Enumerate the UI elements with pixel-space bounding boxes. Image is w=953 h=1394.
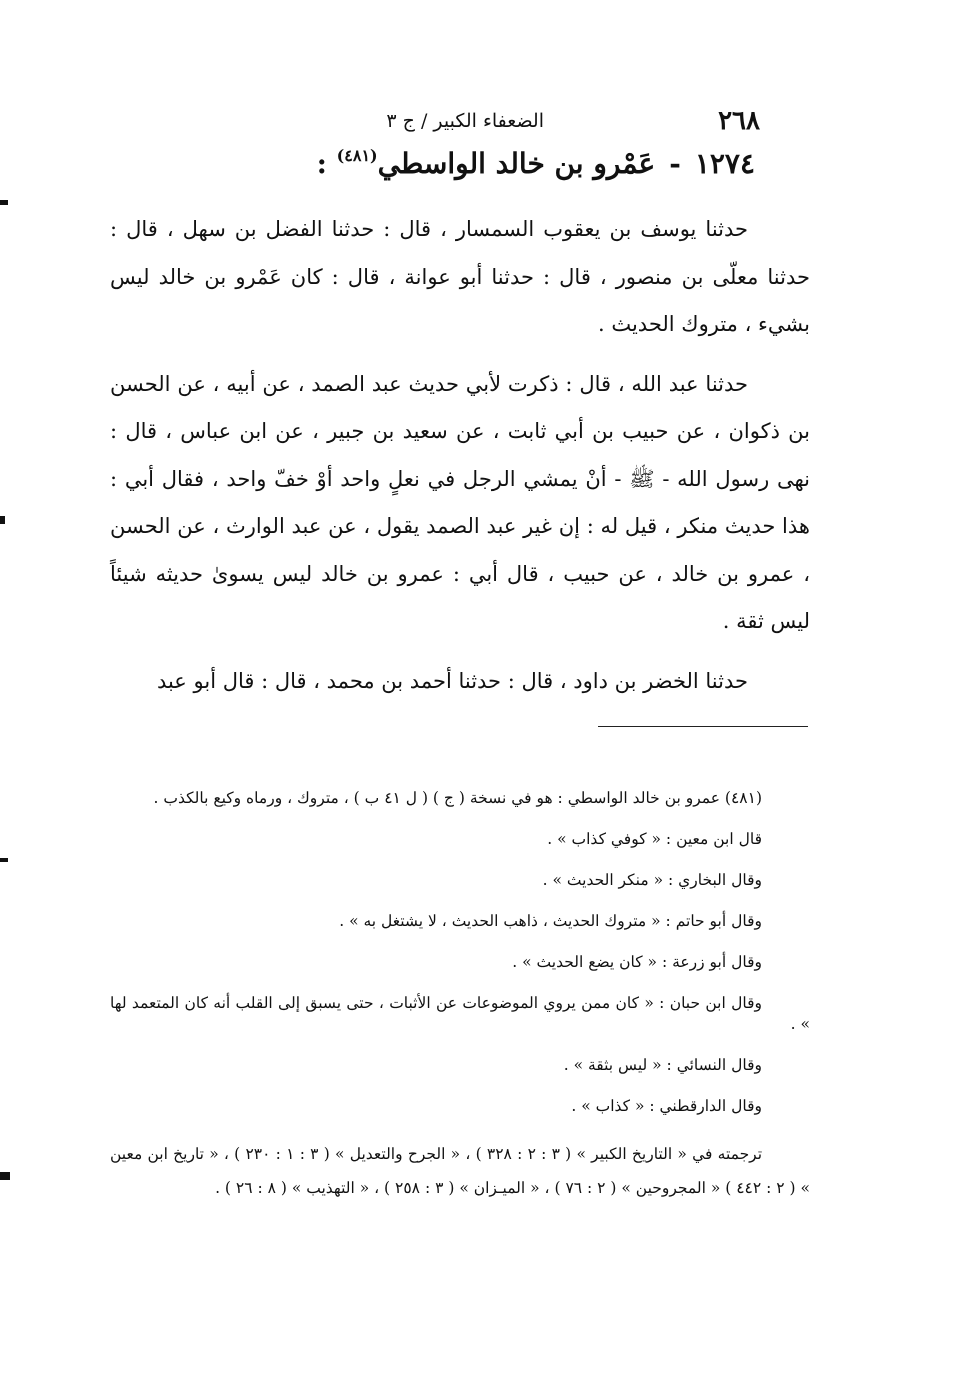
entry-dash: - xyxy=(669,147,681,180)
footnote-line: ترجمته في « التاريخ الكبير » ( ٣ : ٢ : ٣٢٨ ) ، « الجرح والتعديل » ( ٣ : ١ : ٢٣٠ ) ، « تاريخ ابن معين » ( ٢ : ٤٤٢ ) « المجروحين » ( ٢ : ٧٦ ) ، « الميـزان » ( ٣ : ٢٥٨ ) ، « التهذيب » ( ٨ : ٢٦ ) . xyxy=(110,1145,810,1197)
scan-edge-mark xyxy=(0,1172,10,1180)
entry-colon: : xyxy=(316,147,327,180)
scan-edge-mark xyxy=(0,200,8,205)
footnotes xyxy=(110,788,810,1225)
footnote-line: وقال الدارقطني : « كذاب » . xyxy=(571,1097,762,1115)
scan-edge-mark xyxy=(0,858,8,862)
entry-heading xyxy=(317,146,755,180)
footnote-line: وقال النسائي : « ليس بثقة » . xyxy=(563,1056,762,1074)
footnote-line: (٤٨١) عمرو بن خالد الواسطي : هو في نسخة ( ج ) ( ل ٤١ ب ) ، متروك ، ورماه وكيع بالكذب . xyxy=(153,789,762,807)
entry-number: ١٢٧٤ xyxy=(694,147,755,180)
book-title: الضعفاء الكبير / ج ٣ xyxy=(386,110,544,132)
entry-name: عَمْرو بن خالد الواسطي xyxy=(377,147,656,180)
footnote-line: قال ابن معين : « كوفي كذاب » . xyxy=(547,830,762,848)
paragraph: حدثنا الخضر بن داود ، قال : حدثنا أحمد بن محمد ، قال : قال أبو عبد xyxy=(156,668,748,693)
footnote-line: وقال البخاري : « منكر الحديث » . xyxy=(542,871,762,889)
footnote-line: وقال أبو زرعة : « كان يضع الحديث » . xyxy=(512,953,762,971)
paragraph: حدثنا يوسف بن يعقوب السمسار ، قال : حدثنا الفضل بن سهل ، قال : حدثنا معلّى بن منصور ، قال : حدثنا أبو عوانة ، قال : كان عَمْرو بن خالد ليس بشيء ، متروك الحديث . xyxy=(110,217,810,336)
main-text xyxy=(110,206,810,717)
footnote-line: وقال ابن حبان : « كان ممن يروي الموضوعات عن الأثبات ، حتى يسبق إلى القلب أنه كان المتعمد لها » . xyxy=(110,994,810,1033)
footnote-line: وقال أبو حاتم : « متروك الحديث ، ذاهب الحديث ، لا يشتغل به » . xyxy=(339,912,762,930)
running-head xyxy=(110,106,760,142)
page-number: ٢٦٨ xyxy=(718,106,760,136)
paragraph: حدثنا عبد الله ، قال : ذكرت لأبي حديث عبد الصمد ، عن أبيه ، عن الحسن بن ذكوان ، عن حبيب بن أبي ثابت ، عن سعيد بن جبير ، عن ابن عباس ، قال : نهى رسول الله - ﷺ - أنْ يمشي الرجل في نعلٍ واحد أوْ خفّ واحد ، فقال أبي : هذا حديث منكر ، قيل له : إن غير عبد الصمد يقول ، عن عبد الوارث ، عن الحسن ، عمرو بن خالد ، عن حبيب ، قال أبي : عمرو بن خالد ليس يسوىٰ حديثه شيئاً ليس ثقة . xyxy=(110,371,810,633)
footnote-separator xyxy=(598,726,808,727)
scan-edge-mark xyxy=(0,516,5,524)
footnote-reference: (٤٨١) xyxy=(336,146,378,165)
